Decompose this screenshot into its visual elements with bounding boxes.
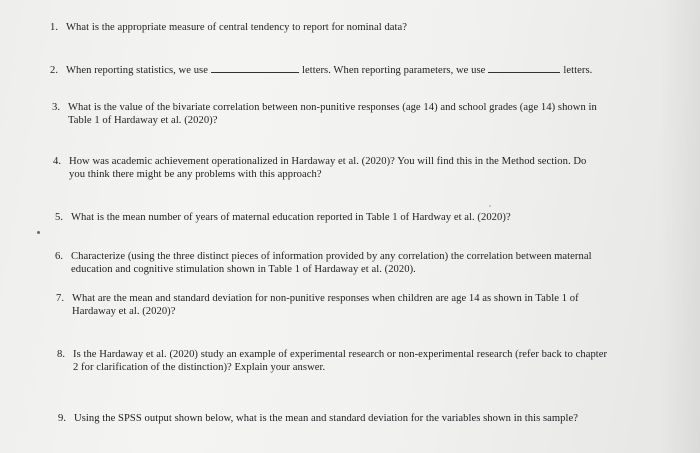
question-text-part: letters. When reporting parameters, we use xyxy=(301,65,486,76)
question-text-line: Is the Hardaway et al. (2020) study an example of experimental research or non-experimental research (refer back to chapter xyxy=(73,349,608,360)
question-text-line: Characterize (using the three distinct pieces of information provided by any correlation) the correlation between maternal xyxy=(71,251,592,262)
question-text-line: you think there might be any problems with this approach? xyxy=(69,169,322,181)
question-5 xyxy=(55,211,511,224)
question-text-line: What is the appropriate measure of central tendency to report for nominal data? xyxy=(66,22,408,33)
question-text-line: What is the value of the bivariate correlation between non-punitive responses (age 14) and school grades (age 14) shown in xyxy=(68,102,597,113)
question-text-line: Table 1 of Hardaway et al. (2020)? xyxy=(68,115,218,127)
question-number: 2. xyxy=(50,65,59,76)
question-3 xyxy=(52,101,597,128)
answer-blank-parameters[interactable] xyxy=(488,71,560,73)
question-9 xyxy=(58,412,578,425)
question-1 xyxy=(50,21,407,34)
question-text-line xyxy=(66,64,592,77)
question-number: 1. xyxy=(50,22,59,33)
question-text-line: What is the mean number of years of maternal education reported in Table 1 of Hardway et al. (2020)? xyxy=(71,212,511,223)
question-text-line: What are the mean and standard deviation for non-punitive responses when children are age 14 as shown in Table 1 of xyxy=(72,293,579,304)
question-number: 6. xyxy=(55,251,64,262)
question-number: 4. xyxy=(53,156,62,167)
question-number: 9. xyxy=(58,413,67,424)
question-text-line: How was academic achievement operationalized in Hardaway et al. (2020)? You will find this in the Method section. Do xyxy=(69,156,587,167)
answer-blank-statistics[interactable] xyxy=(211,71,299,73)
question-number: 7. xyxy=(56,293,65,304)
question-text-line: Using the SPSS output shown below, what is the mean and standard deviation for the variables shown in this sample? xyxy=(74,413,579,424)
paper-speck xyxy=(489,205,491,207)
question-text-line: 2 for clarification of the distinction)? Explain your answer. xyxy=(73,362,326,374)
question-7 xyxy=(56,292,579,319)
question-number: 3. xyxy=(52,102,61,113)
question-text-part: When reporting statistics, we use xyxy=(66,65,208,76)
question-number: 5. xyxy=(55,212,64,223)
margin-mark xyxy=(37,231,40,234)
question-text-line: education and cognitive stimulation shown in Table 1 of Hardaway et al. (2020). xyxy=(71,264,416,276)
question-6 xyxy=(55,250,592,277)
question-4 xyxy=(53,155,586,182)
question-2 xyxy=(50,64,592,77)
page-shadow xyxy=(660,0,700,453)
question-number: 8. xyxy=(57,349,66,360)
question-text-part: letters. xyxy=(563,65,593,76)
question-8 xyxy=(57,348,607,375)
question-text-line: Hardaway et al. (2020)? xyxy=(72,306,176,318)
